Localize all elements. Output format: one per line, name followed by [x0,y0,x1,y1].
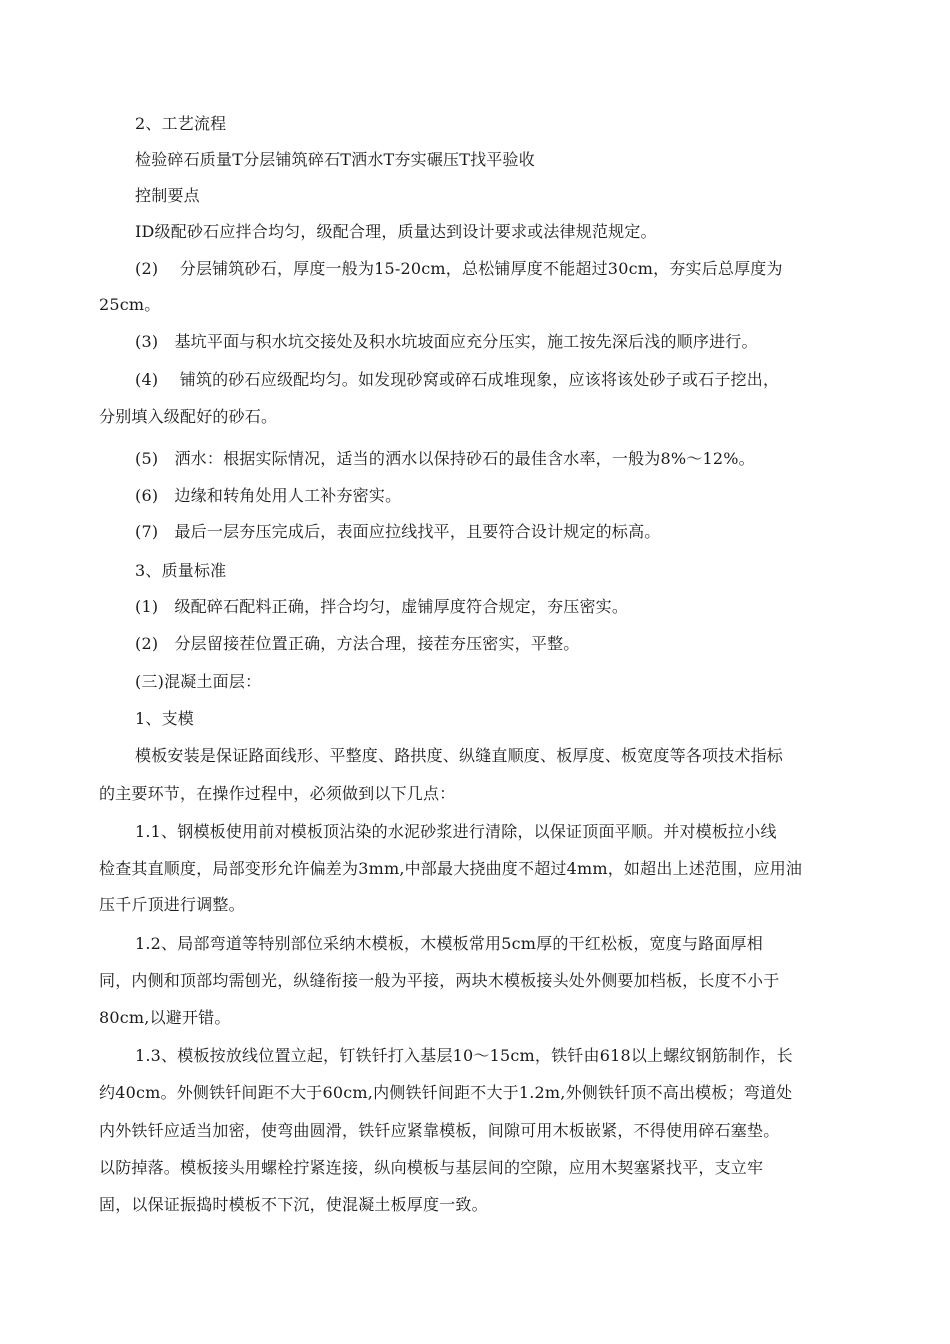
text-line: 的主要环节，在操作过程中，必须做到以下几点： [99,784,456,803]
text-line: ID级配砂石应拌合均匀，级配合理，质量达到设计要求或法律规范规定。 [135,222,657,241]
text-line: 1.3、模板按放线位置立起，钉铁钎打入基层10〜15cm，铁钎由618以上螺纹钢筋制作，长 [135,1046,793,1065]
text-line: 25cm。 [99,295,161,314]
text-line: 检验碎石质量T分层铺筑碎石T洒水T夯实碾压T找平验收 [135,150,535,169]
text-line: (1) 级配碎石配料正确，拌合均匀，虚铺厚度符合规定，夯压密实。 [135,597,629,616]
text-line: (7) 最后一层夯压完成后，表面应拉线找平，且要符合设计规定的标高。 [135,522,661,541]
text-line: 控制要点 [135,186,200,205]
text-line: 模板安装是保证路面线形、平整度、路拱度、纵缝直顺度、板厚度、板宽度等各项技术指标 [135,746,784,765]
text-line: 内外铁钎应适当加密，使弯曲圆滑，铁钎应紧靠模板，间隙可用木板嵌紧，不得使用碎石塞垫。 [99,1121,780,1140]
text-line: (6) 边缘和转角处用人工补夯密实。 [135,486,402,505]
text-line: 检查其直顺度，局部变形允许偏差为3mm,中部最大挠曲度不超过4mm，如超出上述范围，应用油 [99,859,803,878]
text-line: 1.1、钢模板使用前对模板顶沾染的水泥砂浆进行清除，以保证顶面平顺。并对模板拉小线 [135,822,777,841]
text-line: 1、支模 [135,709,194,728]
text-line: (4) 铺筑的砂石应级配均匀。如发现砂窝或碎石成堆现象，应该将该处砂子或石子挖出， [135,370,780,389]
text-line: (三)混凝土面层： [135,672,262,691]
text-line: (2) 分层铺筑砂石，厚度一般为15-20cm，总松铺厚度不能超过30cm，夯实后总厚度为 [135,259,783,278]
text-line: (2) 分层留接茬位置正确，方法合理，接茬夯压密实，平整。 [135,634,580,653]
text-line: 2、工艺流程 [135,114,227,133]
text-line: 1.2、局部弯道等特别部位采纳木模板，木模板常用5cm厚的干红松板，宽度与路面厚相 [135,934,763,953]
text-line: 分别填入级配好的砂石。 [99,407,278,426]
text-line: (5) 洒水：根据实际情况，适当的洒水以保持砂石的最佳含水率，一般为8%〜12%。 [135,449,755,468]
text-line: 同，内侧和顶部均需刨光，纵缝衔接一般为平接，两块木模板接头处外侧要加档板，长度不小于 [99,971,780,990]
text-line: 压千斤顶进行调整。 [99,895,245,914]
text-line: 固，以保证振捣时模板不下沉，使混凝土板厚度一致。 [99,1195,488,1214]
text-line: 约40cm。外侧铁钎间距不大于60cm,内侧铁钎间距不大于1.2m,外侧铁钎顶不高出模板；弯道处 [99,1083,793,1102]
text-line: (3) 基坑平面与积水坑交接处及积水坑坡面应充分压实，施工按先深后浅的顺序进行。 [135,332,758,351]
text-line: 以防掉落。模板接头用螺栓拧紧连接，纵向模板与基层间的空隙，应用木契塞紧找平，支立牢 [99,1158,764,1177]
text-line: 3、质量标准 [135,561,227,580]
text-line: 80cm,以避开错。 [99,1008,231,1027]
